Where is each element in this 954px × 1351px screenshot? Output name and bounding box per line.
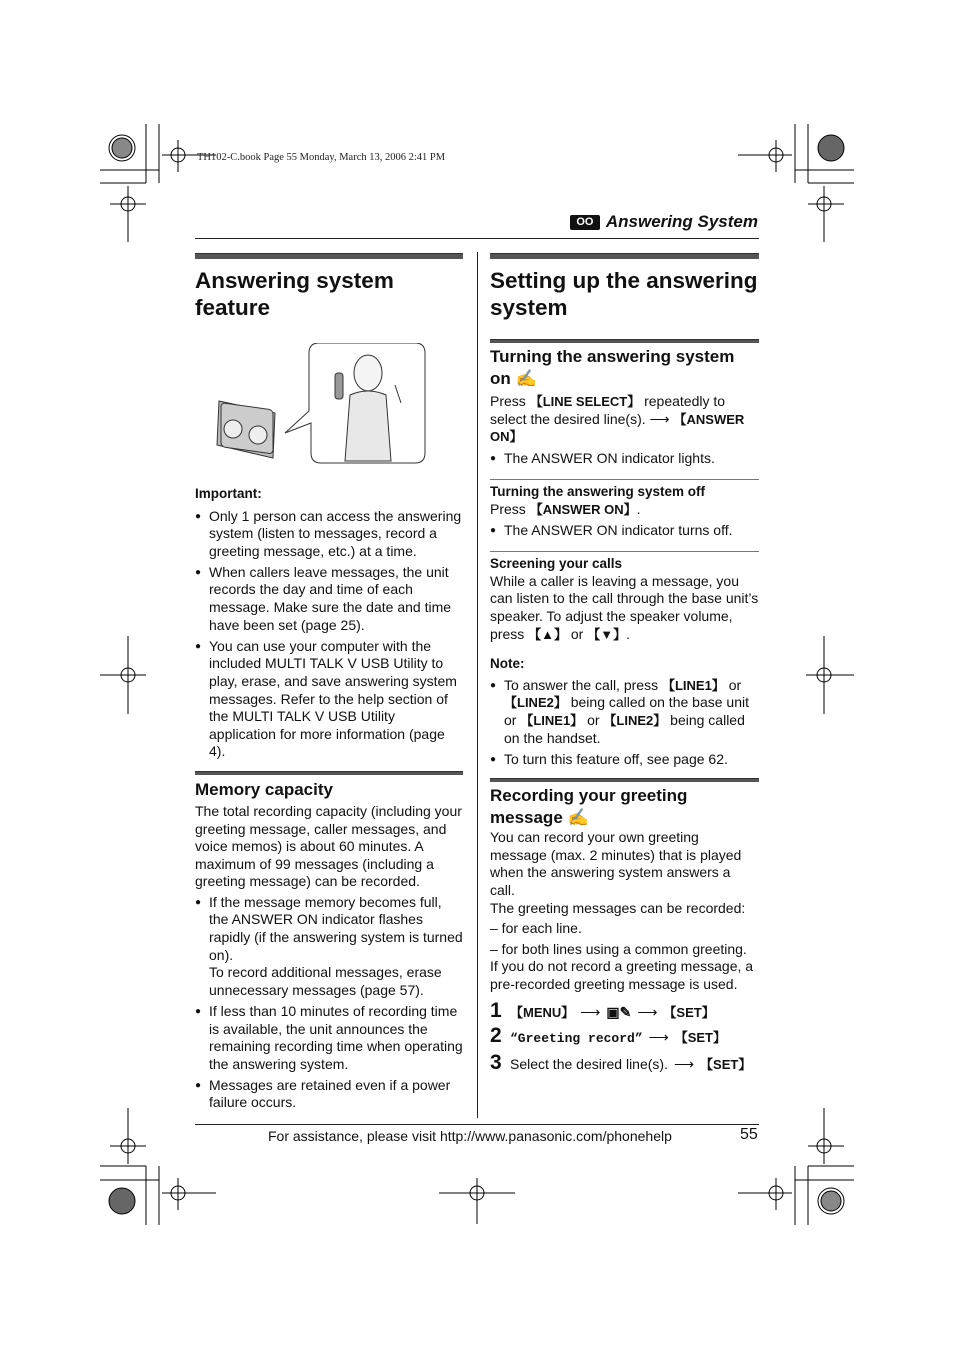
footer-rule — [195, 1124, 759, 1125]
memory-title: Memory capacity — [195, 779, 333, 799]
list-item: ● To turn this feature off, see page 62. — [490, 751, 759, 769]
footer-text: For assistance, please visit http://www.panasonic.com/phonehelp — [268, 1128, 672, 1144]
recording-option: – for both lines using a common greeting. — [490, 940, 747, 957]
title-rule — [490, 253, 759, 259]
note-list — [490, 677, 759, 768]
answering-system-icon: OO — [570, 215, 600, 230]
step-1: 1 【MENU】 ⟶ ▣✎ ⟶ 【SET】 — [490, 998, 715, 1022]
step-2: 2 “Greeting record” ⟶ 【SET】 — [490, 1024, 726, 1048]
page-number: 55 — [740, 1126, 758, 1143]
page-title: Answering system feature — [195, 268, 394, 320]
section-rule — [195, 771, 463, 775]
section-tag — [570, 212, 758, 232]
list-item: ● If less than 10 minutes of recording time is available, the unit announces the remaining recording time when operating the answering system. — [195, 1003, 463, 1073]
steps — [490, 998, 759, 1074]
list-item: ● The ANSWER ON indicator lights. — [490, 450, 759, 468]
list-item: ● You can use your computer with the included MULTI TALK V USB Utility to play, erase, and save answering system messages. Refer to the help section of the MULTI TALK V USB Utility application for more information (page 4). — [195, 638, 463, 761]
turn-on-notes — [490, 450, 759, 468]
column-separator — [477, 252, 478, 1118]
turn-on-instruction: Press 【LINE SELECT】 repeatedly to select the desired line(s). ⟶ 【ANSWER ON】 — [490, 393, 745, 445]
important-list — [195, 508, 463, 761]
list-item: ● Messages are retained even if a power failure occurs. — [195, 1077, 463, 1112]
section-label: Answering System — [605, 212, 758, 231]
handset-icon: ✍ — [567, 808, 589, 828]
step-3: 3 Select the desired line(s). ⟶ 【SET】 — [490, 1050, 752, 1074]
recording-title: Recording your greeting message ✍ — [490, 786, 688, 828]
recording-option: – for each line. — [490, 920, 582, 937]
section-rule — [490, 339, 759, 343]
right-column — [490, 253, 759, 1079]
divider — [490, 479, 759, 480]
print-header: TH102-C.book Page 55 Monday, March 13, 2006 2:41 PM — [197, 152, 446, 163]
list-item: ● To answer the call, press 【LINE1】 or 【LINE2】 being called on the base unit or 【LINE1】 or 【LINE2】 being called on the handset. — [490, 677, 759, 747]
note-label: Note: — [490, 656, 525, 672]
divider — [490, 551, 759, 552]
list-item: ● If the message memory becomes full, the ANSWER ON indicator flashes rapidly (if the answering system is turned on). To record additional messages, erase unnecessary messages (page 57). — [195, 894, 463, 1000]
memory-text: The total recording capacity (including your greeting message, caller messages, and voice memos) is about 60 minutes. A maximum of 99 messages (including a greeting message) can be recorded. — [195, 802, 462, 890]
list-item: ● Only 1 person can access the answering system (listen to messages, record a greeting message, etc.) at a time. — [195, 508, 463, 561]
turn-on-title: Turning the answering system on ✍ — [490, 347, 735, 388]
recording-text: The greeting messages can be recorded: — [490, 899, 746, 916]
memory-list — [195, 894, 463, 1112]
turn-off-title: Turning the answering system off — [490, 484, 706, 500]
left-column — [195, 253, 463, 1116]
setup-title: Setting up the answering system — [490, 268, 758, 320]
recording-text: You can record your own greeting message (max. 2 minutes) that is played when the answering system answers a call. — [490, 829, 742, 898]
title-rule — [195, 253, 463, 259]
turn-off-instruction: Press 【ANSWER ON】. — [490, 500, 641, 517]
answering-illustration — [195, 343, 463, 473]
list-item: ● When callers leave messages, the unit records the day and time of each message. Make sure the date and time have been set (page 25). — [195, 564, 463, 634]
list-item: ● The ANSWER ON indicator turns off. — [490, 522, 759, 540]
section-rule — [490, 778, 759, 782]
handset-icon: ✍ — [515, 369, 537, 388]
header-rule — [195, 238, 759, 239]
turn-off-notes — [490, 522, 759, 540]
screening-text: While a caller is leaving a message, you can listen to the call through the base unit’s speaker. To adjust the speaker volume, press 【▲】 or 【▼】. — [490, 572, 759, 642]
important-label: Important: — [195, 486, 262, 501]
screening-title: Screening your calls — [490, 556, 623, 572]
answering-menu-icon: ▣✎ — [606, 1003, 632, 1020]
recording-text: If you do not record a greeting message, a pre-recorded greeting message is used. — [490, 958, 754, 992]
